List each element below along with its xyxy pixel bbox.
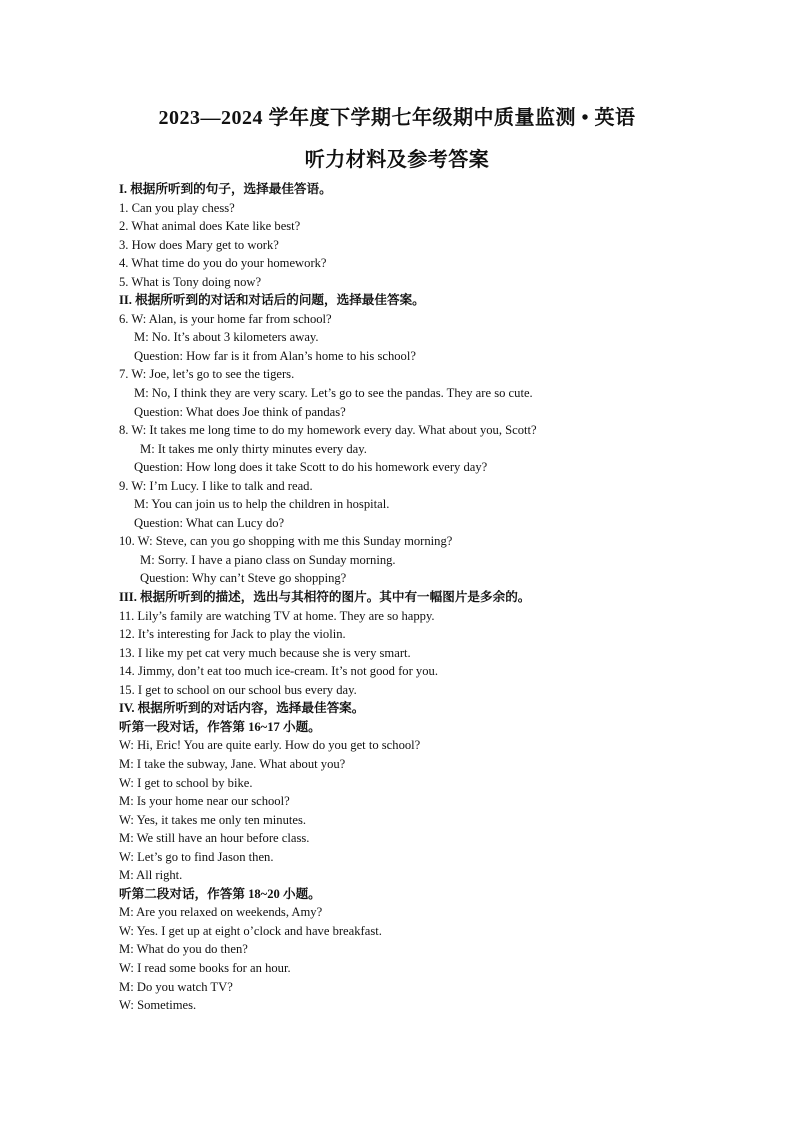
- text-line: M: All right.: [119, 868, 183, 883]
- text-line: Question: What does Joe think of pandas?: [134, 404, 346, 419]
- text-line: M: What do you do then?: [119, 942, 248, 957]
- text-line: 6. W: Alan, is your home far from school?: [119, 311, 332, 326]
- text-line: M: It takes me only thirty minutes every day.: [140, 441, 367, 456]
- text-line: 14. Jimmy, don’t eat too much ice-cream. It’s not good for you.: [119, 664, 438, 679]
- text-line: M: Are you relaxed on weekends, Amy?: [119, 905, 323, 920]
- text-line: 8. W: It takes me long time to do my homework every day. What about you, Scott?: [119, 423, 537, 438]
- text-line: 3. How does Mary get to work?: [119, 237, 279, 252]
- section-heading: IV. 根据所听到的对话内容，选择最佳答案。: [119, 701, 365, 716]
- text-line: M: I take the subway, Jane. What about you?: [119, 756, 346, 771]
- text-line: 5. What is Tony doing now?: [119, 274, 262, 289]
- text-line: W: Hi, Eric! You are quite early. How do you get to school?: [119, 738, 421, 753]
- section-heading: I. 根据所听到的句子，选择最佳答语。: [119, 182, 332, 196]
- text-line: Question: What can Lucy do?: [134, 515, 285, 530]
- text-line: 1. Can you play chess?: [119, 200, 235, 215]
- text-line: 12. It’s interesting for Jack to play the violin.: [119, 627, 346, 642]
- text-line: 13. I like my pet cat very much because she is very smart.: [119, 645, 411, 660]
- section-heading: 听第一段对话，作答第 16~17 小题。: [119, 719, 321, 734]
- section-heading: III. 根据所听到的描述，选出与其相符的图片。其中有一幅图片是多余的。: [119, 590, 531, 605]
- text-line: 2. What animal does Kate like best?: [119, 219, 301, 234]
- text-line: 4. What time do you do your homework?: [119, 256, 327, 271]
- text-line: W: Yes. I get up at eight o’clock and have breakfast.: [119, 923, 382, 938]
- text-line: 11. Lily’s family are watching TV at home. They are so happy.: [119, 608, 435, 623]
- text-line: 7. W: Joe, let’s go to see the tigers.: [119, 367, 295, 382]
- page-title: 2023—2024 学年度下学期七年级期中质量监测 • 英语: [158, 107, 636, 129]
- text-line: M: You can join us to help the children in hospital.: [134, 497, 390, 512]
- text-line: 10. W: Steve, can you go shopping with me this Sunday morning?: [119, 534, 453, 549]
- text-line: Question: Why can’t Steve go shopping?: [140, 571, 347, 586]
- text-line: M: We still have an hour before class.: [119, 831, 310, 846]
- section-heading: 听第二段对话，作答第 18~20 小题。: [119, 886, 321, 901]
- text-line: 15. I get to school on our school bus every day.: [119, 682, 357, 697]
- text-line: 9. W: I’m Lucy. I like to talk and read.: [119, 478, 313, 493]
- document-body: [119, 180, 719, 1015]
- text-line: W: Yes, it takes me only ten minutes.: [119, 812, 307, 827]
- text-line: M: No. It’s about 3 kilometers away.: [134, 330, 319, 345]
- text-line: Question: How far is it from Alan’s home to his school?: [134, 348, 416, 363]
- text-line: M: Sorry. I have a piano class on Sunday morning.: [140, 552, 396, 567]
- text-line: M: No, I think they are very scary. Let’s go to see the pandas. They are so cute.: [134, 386, 533, 401]
- text-line: W: I read some books for an hour.: [119, 960, 291, 975]
- text-line: M: Do you watch TV?: [119, 979, 233, 994]
- text-line: Question: How long does it take Scott to do his homework every day?: [134, 460, 488, 475]
- text-line: W: Let’s go to find Jason then.: [119, 849, 274, 864]
- section-heading: II. 根据所听到的对话和对话后的问题，选择最佳答案。: [119, 293, 425, 308]
- text-line: W: I get to school by bike.: [119, 775, 253, 790]
- page-subtitle: 听力材料及参考答案: [304, 149, 490, 171]
- text-line: W: Sometimes.: [119, 998, 197, 1013]
- text-line: M: Is your home near our school?: [119, 794, 290, 809]
